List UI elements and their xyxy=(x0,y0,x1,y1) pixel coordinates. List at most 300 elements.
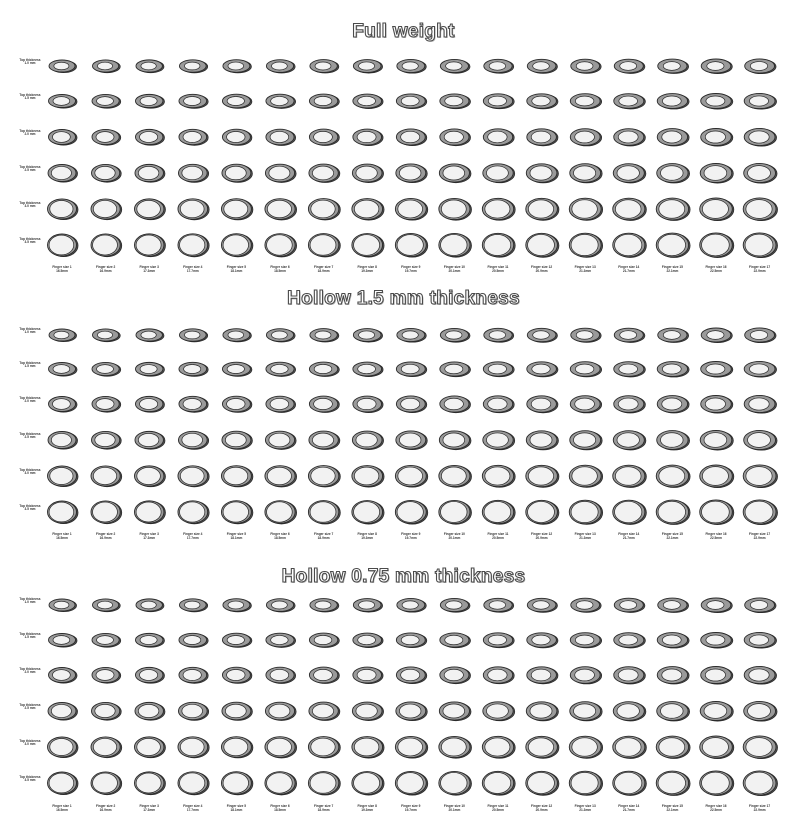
ring[interactable] xyxy=(396,164,427,183)
ring[interactable] xyxy=(309,667,339,683)
ring[interactable] xyxy=(701,328,732,343)
ring[interactable] xyxy=(265,702,296,720)
ring[interactable] xyxy=(135,667,164,683)
ring[interactable] xyxy=(395,465,427,487)
ring[interactable] xyxy=(48,466,79,487)
ring[interactable] xyxy=(613,500,647,524)
ring[interactable] xyxy=(308,501,340,524)
ring[interactable] xyxy=(613,431,646,450)
ring[interactable] xyxy=(265,431,296,449)
ring[interactable] xyxy=(700,198,734,221)
ring[interactable] xyxy=(395,500,427,524)
ring[interactable] xyxy=(744,666,776,684)
ring[interactable] xyxy=(265,164,296,182)
ring[interactable] xyxy=(657,431,690,450)
ring[interactable] xyxy=(440,667,471,684)
ring[interactable] xyxy=(353,633,383,648)
ring[interactable] xyxy=(701,129,733,147)
ring[interactable] xyxy=(743,771,777,796)
ring[interactable] xyxy=(92,94,121,108)
ring[interactable] xyxy=(440,94,471,109)
ring[interactable] xyxy=(352,737,384,759)
ring[interactable] xyxy=(134,466,165,487)
ring[interactable] xyxy=(92,129,121,145)
ring[interactable] xyxy=(91,737,122,758)
ring[interactable] xyxy=(744,701,777,721)
ring[interactable] xyxy=(91,702,121,720)
ring[interactable] xyxy=(482,198,515,220)
ring[interactable] xyxy=(483,667,514,684)
ring[interactable] xyxy=(614,633,646,648)
ring[interactable] xyxy=(265,737,297,758)
ring[interactable] xyxy=(178,164,208,182)
ring[interactable] xyxy=(395,233,427,257)
ring[interactable] xyxy=(700,736,734,759)
ring[interactable] xyxy=(439,431,471,450)
ring[interactable] xyxy=(134,772,165,795)
ring[interactable] xyxy=(657,94,689,109)
ring[interactable] xyxy=(353,599,382,613)
ring[interactable] xyxy=(483,129,514,146)
ring[interactable] xyxy=(396,667,426,684)
ring[interactable] xyxy=(613,233,647,257)
ring[interactable] xyxy=(656,771,690,795)
ring[interactable] xyxy=(656,233,690,257)
ring[interactable] xyxy=(569,736,602,758)
ring[interactable] xyxy=(570,396,601,413)
ring[interactable] xyxy=(526,198,559,220)
ring[interactable] xyxy=(310,329,339,342)
ring[interactable] xyxy=(614,667,646,684)
ring[interactable] xyxy=(222,94,251,108)
ring[interactable] xyxy=(395,771,427,795)
ring[interactable] xyxy=(569,198,602,220)
ring[interactable] xyxy=(265,772,297,795)
ring[interactable] xyxy=(396,431,427,450)
ring[interactable] xyxy=(701,633,733,649)
ring[interactable] xyxy=(657,129,689,146)
ring[interactable] xyxy=(745,598,776,613)
ring[interactable] xyxy=(570,94,601,109)
ring[interactable] xyxy=(482,233,515,257)
ring[interactable] xyxy=(179,633,208,647)
ring[interactable] xyxy=(613,164,646,183)
ring[interactable] xyxy=(658,328,689,342)
ring[interactable] xyxy=(613,465,647,487)
ring[interactable] xyxy=(397,328,426,342)
ring[interactable] xyxy=(309,164,340,182)
ring[interactable] xyxy=(527,328,557,342)
ring[interactable] xyxy=(179,667,208,683)
ring[interactable] xyxy=(91,772,122,795)
ring[interactable] xyxy=(91,466,122,487)
ring[interactable] xyxy=(178,234,209,257)
ring[interactable] xyxy=(744,163,777,183)
ring[interactable] xyxy=(526,164,558,183)
ring[interactable] xyxy=(92,599,120,612)
ring[interactable] xyxy=(266,396,296,412)
ring[interactable] xyxy=(92,60,120,73)
ring[interactable] xyxy=(309,94,339,108)
ring[interactable] xyxy=(440,362,471,377)
ring[interactable] xyxy=(656,500,690,524)
ring[interactable] xyxy=(179,94,208,108)
ring[interactable] xyxy=(308,199,340,220)
ring[interactable] xyxy=(658,598,689,612)
ring[interactable] xyxy=(526,702,558,721)
ring[interactable] xyxy=(744,361,776,377)
ring[interactable] xyxy=(179,599,207,612)
ring[interactable] xyxy=(656,465,690,487)
ring[interactable] xyxy=(701,94,733,110)
ring[interactable] xyxy=(440,129,471,146)
ring[interactable] xyxy=(265,501,297,524)
ring[interactable] xyxy=(396,362,426,377)
ring[interactable] xyxy=(396,702,427,721)
ring[interactable] xyxy=(527,396,558,413)
ring[interactable] xyxy=(701,362,733,378)
ring[interactable] xyxy=(91,164,121,182)
ring[interactable] xyxy=(134,737,165,758)
ring[interactable] xyxy=(526,736,559,758)
ring[interactable] xyxy=(527,598,557,612)
ring[interactable] xyxy=(439,465,472,487)
ring[interactable] xyxy=(482,500,515,524)
ring[interactable] xyxy=(744,128,776,146)
ring[interactable] xyxy=(483,362,514,377)
ring[interactable] xyxy=(92,667,121,683)
ring[interactable] xyxy=(614,328,645,342)
ring[interactable] xyxy=(613,198,647,220)
ring[interactable] xyxy=(135,431,165,449)
ring[interactable] xyxy=(222,129,251,145)
ring[interactable] xyxy=(484,598,514,612)
ring[interactable] xyxy=(526,431,558,450)
ring[interactable] xyxy=(483,94,514,109)
ring[interactable] xyxy=(48,199,79,220)
ring[interactable] xyxy=(221,737,252,758)
ring[interactable] xyxy=(482,771,515,795)
ring[interactable] xyxy=(483,633,514,648)
ring[interactable] xyxy=(701,667,733,685)
ring[interactable] xyxy=(656,736,690,758)
ring[interactable] xyxy=(266,667,296,683)
ring[interactable] xyxy=(265,466,297,487)
ring[interactable] xyxy=(570,431,602,450)
ring[interactable] xyxy=(396,94,426,109)
ring[interactable] xyxy=(178,431,208,449)
ring[interactable] xyxy=(526,771,559,795)
ring[interactable] xyxy=(49,634,78,648)
ring[interactable] xyxy=(700,164,733,184)
ring[interactable] xyxy=(353,667,383,684)
ring[interactable] xyxy=(483,702,515,721)
ring[interactable] xyxy=(482,465,515,487)
ring[interactable] xyxy=(744,395,776,413)
ring[interactable] xyxy=(310,60,339,73)
ring[interactable] xyxy=(569,771,602,795)
ring[interactable] xyxy=(178,702,208,720)
ring[interactable] xyxy=(222,164,252,182)
ring[interactable] xyxy=(352,199,384,221)
ring[interactable] xyxy=(701,598,732,613)
ring[interactable] xyxy=(570,164,602,183)
ring[interactable] xyxy=(92,633,121,647)
ring[interactable] xyxy=(745,328,776,343)
ring[interactable] xyxy=(397,59,426,73)
ring[interactable] xyxy=(48,737,79,758)
ring[interactable] xyxy=(353,362,383,377)
ring[interactable] xyxy=(178,199,209,220)
ring[interactable] xyxy=(613,771,647,795)
ring[interactable] xyxy=(221,466,252,487)
ring[interactable] xyxy=(352,234,384,258)
ring[interactable] xyxy=(309,129,339,145)
ring[interactable] xyxy=(49,95,78,109)
ring[interactable] xyxy=(527,667,558,684)
ring[interactable] xyxy=(179,362,208,376)
ring[interactable] xyxy=(439,233,472,257)
ring[interactable] xyxy=(49,363,78,377)
ring[interactable] xyxy=(48,165,78,183)
ring[interactable] xyxy=(266,599,295,612)
ring[interactable] xyxy=(483,431,515,450)
ring[interactable] xyxy=(440,598,470,612)
ring[interactable] xyxy=(439,702,471,721)
ring[interactable] xyxy=(395,736,427,758)
ring[interactable] xyxy=(49,599,77,612)
ring[interactable] xyxy=(701,396,733,414)
ring[interactable] xyxy=(570,702,602,721)
ring[interactable] xyxy=(48,234,79,257)
ring[interactable] xyxy=(49,60,77,73)
ring[interactable] xyxy=(179,60,207,73)
ring[interactable] xyxy=(91,501,122,524)
ring[interactable] xyxy=(700,500,734,525)
ring[interactable] xyxy=(135,164,165,182)
ring[interactable] xyxy=(222,702,252,720)
ring[interactable] xyxy=(527,362,558,377)
ring[interactable] xyxy=(396,633,426,648)
ring[interactable] xyxy=(222,431,252,449)
ring[interactable] xyxy=(570,633,601,648)
ring[interactable] xyxy=(570,362,601,377)
ring[interactable] xyxy=(309,396,339,412)
ring[interactable] xyxy=(700,431,733,451)
ring[interactable] xyxy=(221,199,252,220)
ring[interactable] xyxy=(700,702,733,722)
ring[interactable] xyxy=(571,328,601,342)
ring[interactable] xyxy=(308,234,340,257)
ring[interactable] xyxy=(571,59,601,73)
ring[interactable] xyxy=(527,129,558,146)
ring[interactable] xyxy=(178,772,209,795)
ring[interactable] xyxy=(134,234,165,257)
ring[interactable] xyxy=(439,198,472,220)
ring[interactable] xyxy=(134,199,165,220)
ring[interactable] xyxy=(352,702,383,721)
ring[interactable] xyxy=(135,94,164,108)
ring[interactable] xyxy=(135,129,164,145)
ring[interactable] xyxy=(440,633,471,648)
ring[interactable] xyxy=(526,465,559,487)
ring[interactable] xyxy=(353,129,383,146)
ring[interactable] xyxy=(527,633,558,648)
ring[interactable] xyxy=(701,59,732,74)
ring[interactable] xyxy=(136,60,164,73)
ring[interactable] xyxy=(657,702,690,721)
ring[interactable] xyxy=(484,59,514,73)
ring[interactable] xyxy=(396,396,426,413)
ring[interactable] xyxy=(614,94,646,109)
ring[interactable] xyxy=(700,771,734,796)
ring[interactable] xyxy=(440,59,470,73)
ring[interactable] xyxy=(657,667,689,684)
ring[interactable] xyxy=(178,737,209,758)
ring[interactable] xyxy=(483,396,514,413)
ring[interactable] xyxy=(91,234,122,257)
ring[interactable] xyxy=(309,702,340,720)
ring[interactable] xyxy=(614,598,645,612)
ring[interactable] xyxy=(48,432,78,450)
ring[interactable] xyxy=(223,599,251,612)
ring[interactable] xyxy=(614,396,646,413)
ring[interactable] xyxy=(743,736,777,759)
ring[interactable] xyxy=(309,633,339,647)
ring[interactable] xyxy=(49,397,78,413)
ring[interactable] xyxy=(136,329,164,342)
ring[interactable] xyxy=(221,772,252,795)
ring[interactable] xyxy=(614,59,645,73)
ring[interactable] xyxy=(179,396,208,412)
ring[interactable] xyxy=(221,501,252,524)
ring[interactable] xyxy=(223,329,251,342)
ring[interactable] xyxy=(308,737,340,758)
ring[interactable] xyxy=(135,702,165,720)
ring[interactable] xyxy=(352,501,384,525)
ring[interactable] xyxy=(266,60,295,73)
ring[interactable] xyxy=(658,59,689,73)
ring[interactable] xyxy=(266,129,296,145)
ring[interactable] xyxy=(571,598,601,612)
ring[interactable] xyxy=(397,598,426,612)
ring[interactable] xyxy=(700,465,734,488)
ring[interactable] xyxy=(657,164,690,183)
ring[interactable] xyxy=(91,431,121,449)
ring[interactable] xyxy=(222,633,251,647)
ring[interactable] xyxy=(527,94,558,109)
ring[interactable] xyxy=(310,599,339,612)
ring[interactable] xyxy=(352,466,384,488)
ring[interactable] xyxy=(569,233,602,257)
ring[interactable] xyxy=(657,633,689,648)
ring[interactable] xyxy=(178,466,209,487)
ring[interactable] xyxy=(743,465,777,488)
ring[interactable] xyxy=(439,164,471,183)
ring[interactable] xyxy=(352,431,383,450)
ring[interactable] xyxy=(353,396,383,413)
ring[interactable] xyxy=(352,772,384,796)
ring[interactable] xyxy=(656,198,690,220)
ring[interactable] xyxy=(308,466,340,487)
ring[interactable] xyxy=(49,668,78,684)
ring[interactable] xyxy=(92,329,120,342)
ring[interactable] xyxy=(135,362,164,376)
ring[interactable] xyxy=(135,396,164,412)
ring[interactable] xyxy=(743,198,777,221)
ring[interactable] xyxy=(91,199,122,220)
ring[interactable] xyxy=(135,633,164,647)
ring[interactable] xyxy=(700,233,734,258)
ring[interactable] xyxy=(657,362,689,377)
ring[interactable] xyxy=(353,329,382,343)
ring[interactable] xyxy=(309,431,340,449)
ring[interactable] xyxy=(309,362,339,376)
ring[interactable] xyxy=(744,430,777,450)
ring[interactable] xyxy=(744,632,776,648)
ring[interactable] xyxy=(743,500,777,525)
ring[interactable] xyxy=(570,667,601,684)
ring[interactable] xyxy=(221,234,252,257)
ring[interactable] xyxy=(396,129,426,146)
ring[interactable] xyxy=(439,736,472,758)
ring[interactable] xyxy=(136,599,164,612)
ring[interactable] xyxy=(743,233,777,258)
ring[interactable] xyxy=(569,465,602,487)
ring[interactable] xyxy=(134,501,165,524)
ring[interactable] xyxy=(439,771,472,795)
ring[interactable] xyxy=(353,94,383,109)
ring[interactable] xyxy=(352,164,383,183)
ring[interactable] xyxy=(48,703,78,721)
ring[interactable] xyxy=(526,233,559,257)
ring[interactable] xyxy=(440,328,470,342)
ring[interactable] xyxy=(49,329,77,342)
ring[interactable] xyxy=(265,199,297,220)
ring[interactable] xyxy=(527,59,557,73)
ring[interactable] xyxy=(439,500,472,524)
ring[interactable] xyxy=(613,702,646,721)
ring[interactable] xyxy=(308,772,340,795)
ring[interactable] xyxy=(222,667,251,683)
ring[interactable] xyxy=(49,130,78,146)
ring[interactable] xyxy=(483,164,515,183)
ring[interactable] xyxy=(266,94,296,108)
ring[interactable] xyxy=(48,501,79,524)
ring[interactable] xyxy=(266,329,295,342)
ring[interactable] xyxy=(178,501,209,524)
ring[interactable] xyxy=(353,60,382,74)
ring[interactable] xyxy=(179,129,208,145)
ring[interactable] xyxy=(222,396,251,412)
ring[interactable] xyxy=(266,633,296,647)
ring[interactable] xyxy=(48,772,79,795)
ring[interactable] xyxy=(92,362,121,376)
ring[interactable] xyxy=(482,736,515,758)
ring[interactable] xyxy=(395,198,427,220)
ring[interactable] xyxy=(266,362,296,376)
ring[interactable] xyxy=(745,59,776,74)
ring[interactable] xyxy=(526,500,559,524)
ring[interactable] xyxy=(744,93,776,109)
ring[interactable] xyxy=(657,396,689,413)
ring[interactable] xyxy=(569,500,602,524)
ring[interactable] xyxy=(92,396,121,412)
ring[interactable] xyxy=(613,736,647,758)
ring[interactable] xyxy=(222,362,251,376)
ring[interactable] xyxy=(570,129,601,146)
ring[interactable] xyxy=(484,328,514,342)
